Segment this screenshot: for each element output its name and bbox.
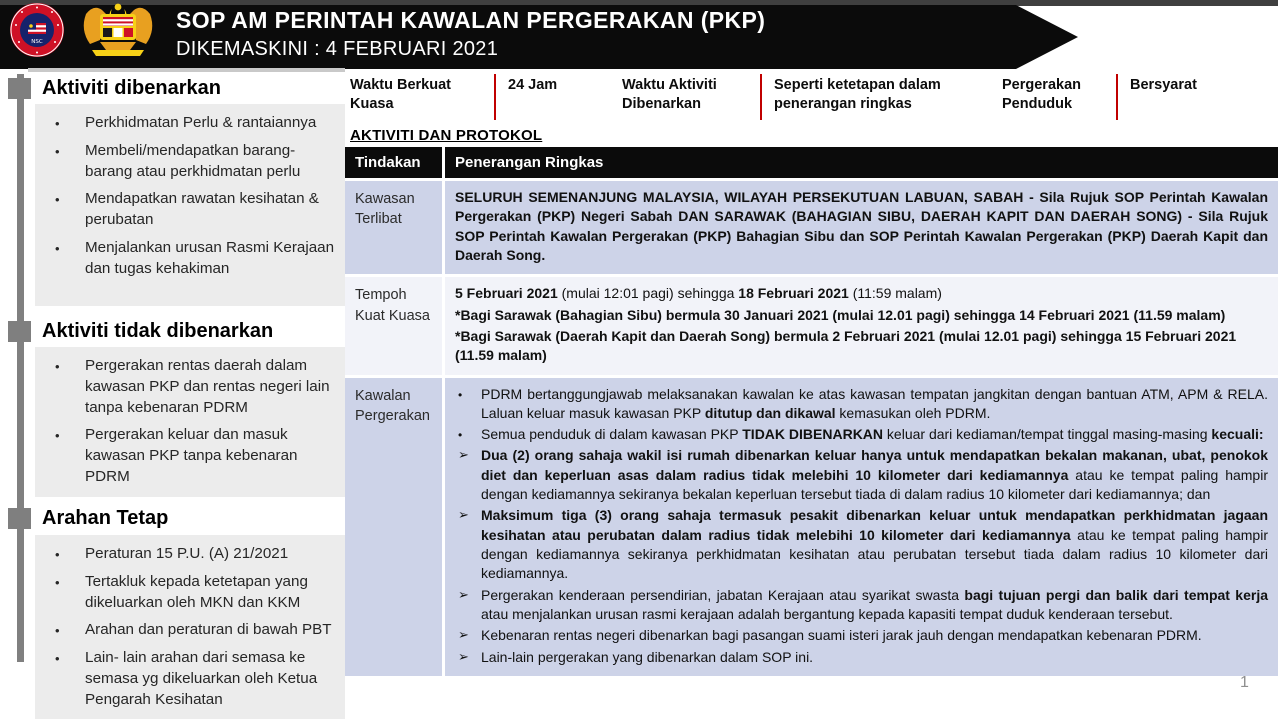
section-marker-icon: [8, 508, 31, 529]
section-list: [35, 104, 345, 306]
list-item: [55, 238, 339, 280]
section-list: [35, 347, 345, 497]
text-block: ➢ Kebenaran rentas negeri dibenarkan bagi pasangan suami isteri jarak jauh dengan mendapatkan kebenaran PDRM.: [458, 627, 1202, 644]
row-content: [445, 181, 1278, 274]
row-label: Kawalan Pergerakan: [355, 387, 430, 424]
arrow-bullet-icon: ➢: [458, 586, 469, 602]
bullet-icon: •: [55, 192, 60, 208]
bullet-icon: •: [55, 428, 60, 444]
list-item: [55, 356, 339, 418]
info-pair: [350, 74, 600, 120]
svg-text:NSC: NSC: [31, 38, 43, 45]
protocol-table: [345, 147, 1278, 676]
text-block: *Bagi Sarawak (Daerah Kapit dan Daerah Song) bermula 2 Februari 2021 (mulai 12.01 pagi) sehingga 15 Februari 2021 (11.59 malam): [455, 327, 1237, 364]
sidebar-section-standing-orders: [0, 506, 345, 719]
bullet-icon: •: [55, 143, 60, 159]
text-block: • PDRM bertanggungjawab melaksanakan kawalan ke atas kawasan tempatan jangkitan dengan bantuan ATM, APM & RELA. Laluan keluar masuk kawasan PKP ditutup dan dikawal kemasukan oleh PDRM.: [458, 385, 1268, 421]
list-item: [55, 544, 339, 565]
info-label: Waktu Berkuat Kuasa: [350, 77, 451, 112]
malaysia-coat-of-arms-icon: [72, 0, 164, 65]
list-item: [55, 648, 339, 710]
section-title: Aktiviti dibenarkan: [42, 77, 221, 99]
sidebar: [0, 72, 345, 719]
list-item-text: Pergerakan rentas daerah dalam kawasan PKP dan rentas negeri lain tanpa kebenaran PDRM: [85, 357, 330, 416]
list-item: [55, 113, 339, 134]
sidebar-section-not-allowed: [0, 319, 345, 497]
text-block: ➢ Pergerakan kenderaan persendirian, jabatan Kerajaan atau syarikat swasta bagi tujuan pergi dan balik dari tempat kerja atau menjalankan urusan rasmi kerajaan adalah bergantung kepada kapasiti tempat duduk kenderaan tersebut.: [458, 586, 1268, 622]
bullet-icon: •: [55, 651, 60, 667]
list-item: [55, 572, 339, 614]
section-title: Arahan Tetap: [42, 506, 169, 529]
table-body: [345, 181, 1278, 676]
red-divider: [1116, 74, 1118, 120]
arrow-bullet-icon: ➢: [458, 507, 469, 523]
section-marker-icon: [8, 321, 31, 342]
list-item-text: Membeli/mendapatkan barang-barang atau perkhidmatan perlu: [85, 141, 301, 180]
list-item: [55, 425, 339, 487]
text-block: • Semua penduduk di dalam kawasan PKP TIDAK DIBENARKAN keluar dari kediaman/tempat tinggal masing-masing kecuali:: [458, 426, 1264, 443]
section-list: [35, 535, 345, 719]
list-item-text: Arahan dan peraturan di bawah PBT: [85, 621, 332, 639]
list-item-text: Pergerakan keluar dan masuk kawasan PKP tanpa kebenaran PDRM: [85, 426, 298, 486]
list-item-text: Tertakluk kepada ketetapan yang dikeluarkan oleh MKN dan KKM: [85, 572, 308, 611]
list-item-text: Peraturan 15 P.U. (A) 21/2021: [85, 544, 289, 562]
info-value: Bersyarat: [1130, 77, 1197, 93]
arrow-bullet-icon: ➢: [458, 627, 469, 643]
row-content: [445, 378, 1278, 676]
nsc-crest-icon: [6, 1, 68, 64]
info-pair: [622, 74, 980, 120]
info-pair: [1002, 74, 1220, 120]
bullet-icon: •: [55, 546, 60, 562]
info-label: Pergerakan Penduduk: [1002, 77, 1081, 112]
red-divider: [760, 74, 762, 120]
list-item-text: Lain- lain arahan dari semasa ke semasa yg dikeluarkan oleh Ketua Pengarah Kesihatan: [85, 649, 318, 708]
section-heading: AKTIVITI DAN PROTOKOL: [350, 127, 543, 144]
list-item-text: Mendapatkan rawatan kesihatan & perubatan: [85, 190, 319, 229]
row-label: Kawasan Terlibat: [355, 191, 415, 228]
column-header: Penerangan Ringkas: [455, 154, 604, 171]
bullet-icon: •: [55, 241, 60, 257]
text-block: 5 Februari 2021 (mulai 12:01 pagi) sehingga 18 Februari 2021 (11:59 malam): [455, 285, 942, 302]
bullet-icon: •: [55, 574, 60, 590]
row-content: [445, 277, 1278, 374]
bullet-icon: •: [458, 428, 463, 443]
arrow-bullet-icon: ➢: [458, 447, 469, 463]
text-block: ➢ Dua (2) orang sahaja wakil isi rumah dibenarkan keluar hanya untuk mendapatkan bekalan makanan, ubat, penokok diet dan keperluan asas dalam radius tidak melebihi 10 kilometer dari kediamannya atau ke tempat paling hampir dengan kediamannya sekiranya bekalan keperluan tersebut tiada di dalam radius 10 kilometer dari kediamannya; dan: [458, 447, 1268, 503]
section-title: Aktiviti tidak dibenarkan: [42, 320, 274, 342]
sidebar-section-allowed: [0, 76, 345, 306]
red-divider: [494, 74, 496, 120]
sidebar-connector-line: [17, 74, 24, 662]
bullet-icon: •: [55, 359, 60, 374]
summary-info-row: [350, 74, 1275, 120]
list-item: [55, 620, 339, 641]
page-subtitle: DIKEMASKINI : 4 FEBRUARI 2021: [176, 37, 499, 60]
text-block: ➢ Maksimum tiga (3) orang sahaja termasuk pesakit dibenarkan keluar untuk mendapatkan perkhidmatan jagaan kesihatan atau perubatan dalam radius tidak melebihi 10 kilometer dari kediamannya atau ke tempat paling hampir dengan kediamannya sekiranya perkhidmatan kesihatan atau perubatan tersebut tiada dalam radius 10 kilometer dari kediamannya.: [458, 507, 1268, 582]
text-block: *Bagi Sarawak (Bahagian Sibu) bermula 30 Januari 2021 (mulai 12.01 pagi) sehingga 14 Februari 2021 (11.59 malam): [455, 306, 1226, 323]
table-row: [345, 378, 1278, 676]
bullet-icon: •: [458, 387, 463, 402]
bullet-icon: •: [55, 623, 60, 639]
column-header: Tindakan: [355, 154, 421, 171]
table-header: [345, 147, 1278, 178]
text-block: ➢ Lain-lain pergerakan yang dibenarkan dalam SOP ini.: [458, 648, 814, 665]
row-label: Tempoh Kuat Kuasa: [355, 287, 430, 324]
page-number: 1: [1240, 674, 1249, 691]
bullet-icon: •: [55, 116, 60, 131]
info-value: Seperti ketetapan dalam penerangan ringkas: [774, 77, 941, 112]
table-row: [345, 277, 1278, 374]
list-item: [55, 189, 339, 231]
section-marker-icon: [8, 78, 31, 99]
info-label: Waktu Aktiviti Dibenarkan: [622, 77, 717, 112]
list-item: [55, 141, 339, 183]
arrow-bullet-icon: ➢: [458, 648, 469, 664]
list-item-text: Perkhidmatan Perlu & rantaiannya: [85, 114, 317, 131]
text-block: SELURUH SEMENANJUNG MALAYSIA, WILAYAH PERSEKUTUAN LABUAN, SABAH - Sila Rujuk SOP Perintah Kawalan Pergerakan (PKP) Negeri Sabah DAN SARAWAK (BAHAGIAN SIBU, DAERAH KAPIT DAN DAERAH SONG) - Sila Rujuk SOP Perintah Kawalan Pergerakan (PKP) Bahagian Sibu dan SOP Perintah Kawalan Pergerakan (PKP) Daerah Kapit dan Daerah Song.: [455, 189, 1268, 263]
header-logos: [6, 2, 164, 62]
page-title: SOP AM PERINTAH KAWALAN PERGERAKAN (PKP): [176, 7, 766, 33]
table-row: [345, 181, 1278, 274]
info-value: 24 Jam: [508, 77, 558, 93]
list-item-text: Menjalankan urusan Rasmi Kerajaan dan tugas kehakiman: [85, 239, 335, 277]
